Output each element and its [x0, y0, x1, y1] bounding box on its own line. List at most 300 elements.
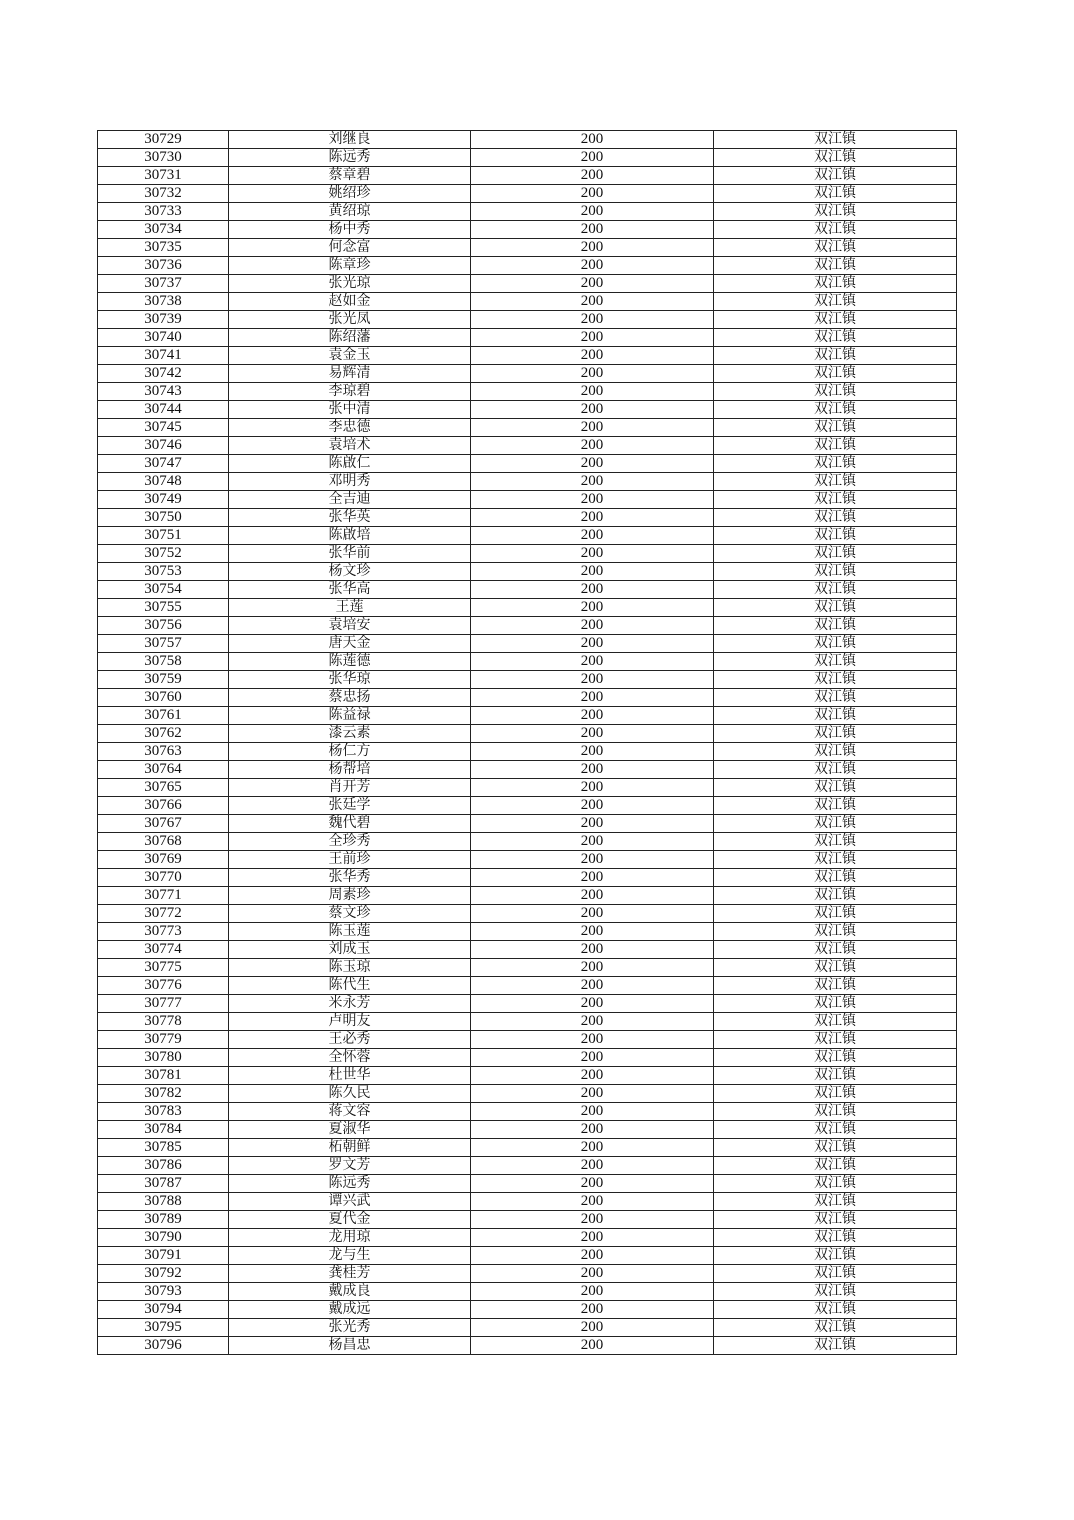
table-row — [98, 581, 957, 599]
table-row — [98, 1049, 957, 1067]
cell-name: 张光琼 — [229, 275, 471, 293]
cell-amount: 200 — [471, 1013, 714, 1031]
table-row — [98, 437, 957, 455]
cell-id: 30784 — [98, 1121, 229, 1139]
table-row — [98, 851, 957, 869]
cell-amount: 200 — [471, 527, 714, 545]
table-row — [98, 383, 957, 401]
cell-town: 双江镇 — [714, 203, 957, 221]
cell-name: 卢明友 — [229, 1013, 471, 1031]
cell-id: 30768 — [98, 833, 229, 851]
cell-name: 蒋文容 — [229, 1103, 471, 1121]
cell-id: 30735 — [98, 239, 229, 257]
table-row — [98, 779, 957, 797]
table-row — [98, 563, 957, 581]
cell-amount: 200 — [471, 1247, 714, 1265]
cell-id: 30738 — [98, 293, 229, 311]
table-row — [98, 959, 957, 977]
table-row — [98, 977, 957, 995]
cell-name: 刘继良 — [229, 131, 471, 149]
table-row — [98, 509, 957, 527]
cell-amount: 200 — [471, 779, 714, 797]
cell-amount: 200 — [471, 311, 714, 329]
cell-name: 龙与生 — [229, 1247, 471, 1265]
cell-town: 双江镇 — [714, 1301, 957, 1319]
cell-id: 30753 — [98, 563, 229, 581]
table-row — [98, 1283, 957, 1301]
cell-amount: 200 — [471, 419, 714, 437]
cell-id: 30762 — [98, 725, 229, 743]
cell-name: 张华英 — [229, 509, 471, 527]
table-row — [98, 221, 957, 239]
cell-town: 双江镇 — [714, 185, 957, 203]
cell-name: 张廷学 — [229, 797, 471, 815]
cell-town: 双江镇 — [714, 671, 957, 689]
table-row — [98, 239, 957, 257]
cell-town: 双江镇 — [714, 491, 957, 509]
cell-id: 30732 — [98, 185, 229, 203]
cell-amount: 200 — [471, 599, 714, 617]
table-row — [98, 1103, 957, 1121]
table-row — [98, 419, 957, 437]
cell-id: 30739 — [98, 311, 229, 329]
cell-amount: 200 — [471, 293, 714, 311]
cell-name: 黄绍琼 — [229, 203, 471, 221]
cell-id: 30780 — [98, 1049, 229, 1067]
cell-name: 唐天金 — [229, 635, 471, 653]
cell-amount: 200 — [471, 167, 714, 185]
cell-id: 30789 — [98, 1211, 229, 1229]
cell-amount: 200 — [471, 653, 714, 671]
table-row — [98, 491, 957, 509]
cell-name: 邓明秀 — [229, 473, 471, 491]
cell-id: 30741 — [98, 347, 229, 365]
table-row — [98, 185, 957, 203]
cell-amount: 200 — [471, 905, 714, 923]
cell-name: 陈绍藩 — [229, 329, 471, 347]
cell-town: 双江镇 — [714, 1337, 957, 1355]
cell-town: 双江镇 — [714, 473, 957, 491]
roster-table — [97, 130, 957, 1355]
cell-town: 双江镇 — [714, 1085, 957, 1103]
cell-name: 杨帮培 — [229, 761, 471, 779]
cell-town: 双江镇 — [714, 293, 957, 311]
cell-name: 赵如金 — [229, 293, 471, 311]
table-row — [98, 887, 957, 905]
cell-name: 谭兴武 — [229, 1193, 471, 1211]
cell-amount: 200 — [471, 761, 714, 779]
table-row — [98, 347, 957, 365]
table-row — [98, 401, 957, 419]
cell-town: 双江镇 — [714, 689, 957, 707]
cell-name: 陈益禄 — [229, 707, 471, 725]
cell-amount: 200 — [471, 1211, 714, 1229]
cell-id: 30770 — [98, 869, 229, 887]
cell-id: 30779 — [98, 1031, 229, 1049]
cell-amount: 200 — [471, 923, 714, 941]
cell-id: 30796 — [98, 1337, 229, 1355]
cell-town: 双江镇 — [714, 1031, 957, 1049]
cell-id: 30786 — [98, 1157, 229, 1175]
cell-town: 双江镇 — [714, 725, 957, 743]
cell-town: 双江镇 — [714, 905, 957, 923]
cell-town: 双江镇 — [714, 1211, 957, 1229]
cell-name: 龙用琼 — [229, 1229, 471, 1247]
table-row — [98, 545, 957, 563]
table-row — [98, 833, 957, 851]
table-row — [98, 473, 957, 491]
cell-name: 蔡文珍 — [229, 905, 471, 923]
table-row — [98, 1211, 957, 1229]
cell-id: 30774 — [98, 941, 229, 959]
cell-amount: 200 — [471, 257, 714, 275]
cell-name: 陈啟仁 — [229, 455, 471, 473]
cell-id: 30744 — [98, 401, 229, 419]
table-row — [98, 455, 957, 473]
cell-name: 戴成良 — [229, 1283, 471, 1301]
cell-name: 杜世华 — [229, 1067, 471, 1085]
cell-town: 双江镇 — [714, 617, 957, 635]
cell-amount: 200 — [471, 1157, 714, 1175]
cell-amount: 200 — [471, 149, 714, 167]
cell-town: 双江镇 — [714, 329, 957, 347]
cell-town: 双江镇 — [714, 1049, 957, 1067]
cell-id: 30756 — [98, 617, 229, 635]
cell-town: 双江镇 — [714, 635, 957, 653]
table-row — [98, 275, 957, 293]
cell-id: 30733 — [98, 203, 229, 221]
cell-amount: 200 — [471, 455, 714, 473]
cell-town: 双江镇 — [714, 563, 957, 581]
cell-name: 袁金玉 — [229, 347, 471, 365]
cell-id: 30761 — [98, 707, 229, 725]
cell-id: 30766 — [98, 797, 229, 815]
cell-amount: 200 — [471, 383, 714, 401]
cell-town: 双江镇 — [714, 1265, 957, 1283]
cell-name: 张光秀 — [229, 1319, 471, 1337]
table-row — [98, 1301, 957, 1319]
table-row — [98, 1031, 957, 1049]
cell-amount: 200 — [471, 1301, 714, 1319]
table-row — [98, 869, 957, 887]
cell-id: 30743 — [98, 383, 229, 401]
cell-amount: 200 — [471, 887, 714, 905]
cell-town: 双江镇 — [714, 797, 957, 815]
cell-amount: 200 — [471, 1193, 714, 1211]
cell-town: 双江镇 — [714, 599, 957, 617]
cell-id: 30767 — [98, 815, 229, 833]
cell-amount: 200 — [471, 275, 714, 293]
cell-id: 30793 — [98, 1283, 229, 1301]
cell-name: 全怀蓉 — [229, 1049, 471, 1067]
cell-name: 魏代碧 — [229, 815, 471, 833]
cell-name: 陈莲德 — [229, 653, 471, 671]
cell-town: 双江镇 — [714, 941, 957, 959]
table-row — [98, 329, 957, 347]
cell-amount: 200 — [471, 941, 714, 959]
cell-id: 30730 — [98, 149, 229, 167]
cell-name: 张光凤 — [229, 311, 471, 329]
cell-town: 双江镇 — [714, 1067, 957, 1085]
table-row — [98, 365, 957, 383]
cell-id: 30771 — [98, 887, 229, 905]
cell-town: 双江镇 — [714, 1013, 957, 1031]
cell-name: 陈玉琼 — [229, 959, 471, 977]
cell-town: 双江镇 — [714, 923, 957, 941]
cell-town: 双江镇 — [714, 815, 957, 833]
cell-town: 双江镇 — [714, 509, 957, 527]
cell-id: 30772 — [98, 905, 229, 923]
cell-name: 李忠德 — [229, 419, 471, 437]
cell-amount: 200 — [471, 1283, 714, 1301]
cell-amount: 200 — [471, 1103, 714, 1121]
cell-amount: 200 — [471, 1139, 714, 1157]
cell-amount: 200 — [471, 581, 714, 599]
table-row — [98, 1265, 957, 1283]
cell-name: 李琼碧 — [229, 383, 471, 401]
cell-town: 双江镇 — [714, 779, 957, 797]
cell-amount: 200 — [471, 221, 714, 239]
cell-id: 30790 — [98, 1229, 229, 1247]
cell-id: 30773 — [98, 923, 229, 941]
cell-id: 30783 — [98, 1103, 229, 1121]
cell-name: 张华琼 — [229, 671, 471, 689]
cell-amount: 200 — [471, 1229, 714, 1247]
cell-name: 米永芳 — [229, 995, 471, 1013]
table-row — [98, 1067, 957, 1085]
cell-town: 双江镇 — [714, 437, 957, 455]
cell-name: 杨昌忠 — [229, 1337, 471, 1355]
cell-amount: 200 — [471, 347, 714, 365]
cell-town: 双江镇 — [714, 1121, 957, 1139]
cell-town: 双江镇 — [714, 1247, 957, 1265]
cell-name: 陈远秀 — [229, 149, 471, 167]
cell-amount: 200 — [471, 959, 714, 977]
cell-id: 30755 — [98, 599, 229, 617]
cell-town: 双江镇 — [714, 1157, 957, 1175]
table-row — [98, 203, 957, 221]
cell-amount: 200 — [471, 509, 714, 527]
cell-amount: 200 — [471, 1337, 714, 1355]
cell-id: 30729 — [98, 131, 229, 149]
cell-amount: 200 — [471, 833, 714, 851]
cell-amount: 200 — [471, 545, 714, 563]
cell-id: 30736 — [98, 257, 229, 275]
cell-town: 双江镇 — [714, 1103, 957, 1121]
cell-id: 30794 — [98, 1301, 229, 1319]
cell-name: 陈久民 — [229, 1085, 471, 1103]
cell-id: 30782 — [98, 1085, 229, 1103]
cell-town: 双江镇 — [714, 1229, 957, 1247]
cell-amount: 200 — [471, 491, 714, 509]
cell-name: 龚桂芳 — [229, 1265, 471, 1283]
cell-name: 陈章珍 — [229, 257, 471, 275]
table-row — [98, 671, 957, 689]
table-row — [98, 131, 957, 149]
cell-id: 30792 — [98, 1265, 229, 1283]
cell-name: 袁培术 — [229, 437, 471, 455]
cell-id: 30776 — [98, 977, 229, 995]
cell-amount: 200 — [471, 1049, 714, 1067]
cell-id: 30769 — [98, 851, 229, 869]
cell-amount: 200 — [471, 689, 714, 707]
table-row — [98, 707, 957, 725]
cell-id: 30734 — [98, 221, 229, 239]
cell-name: 王必秀 — [229, 1031, 471, 1049]
cell-id: 30764 — [98, 761, 229, 779]
cell-name: 杨仁方 — [229, 743, 471, 761]
cell-name: 肖开芳 — [229, 779, 471, 797]
cell-town: 双江镇 — [714, 221, 957, 239]
cell-amount: 200 — [471, 977, 714, 995]
table-row — [98, 1229, 957, 1247]
cell-amount: 200 — [471, 239, 714, 257]
cell-town: 双江镇 — [714, 761, 957, 779]
cell-id: 30752 — [98, 545, 229, 563]
table-row — [98, 1247, 957, 1265]
cell-id: 30787 — [98, 1175, 229, 1193]
table-row — [98, 761, 957, 779]
cell-town: 双江镇 — [714, 419, 957, 437]
cell-name: 杨中秀 — [229, 221, 471, 239]
cell-amount: 200 — [471, 1085, 714, 1103]
table-row — [98, 725, 957, 743]
cell-amount: 200 — [471, 869, 714, 887]
table-row — [98, 599, 957, 617]
cell-amount: 200 — [471, 995, 714, 1013]
cell-name: 陈玉莲 — [229, 923, 471, 941]
table-row — [98, 311, 957, 329]
cell-town: 双江镇 — [714, 1319, 957, 1337]
cell-id: 30758 — [98, 653, 229, 671]
cell-town: 双江镇 — [714, 347, 957, 365]
cell-name: 杨文珍 — [229, 563, 471, 581]
cell-name: 全珍秀 — [229, 833, 471, 851]
cell-id: 30742 — [98, 365, 229, 383]
cell-amount: 200 — [471, 437, 714, 455]
cell-id: 30749 — [98, 491, 229, 509]
cell-name: 张华秀 — [229, 869, 471, 887]
cell-name: 陈远秀 — [229, 1175, 471, 1193]
cell-id: 30737 — [98, 275, 229, 293]
table-row — [98, 905, 957, 923]
cell-id: 30740 — [98, 329, 229, 347]
table-row — [98, 1139, 957, 1157]
cell-name: 周素珍 — [229, 887, 471, 905]
cell-town: 双江镇 — [714, 239, 957, 257]
table-row — [98, 617, 957, 635]
cell-id: 30751 — [98, 527, 229, 545]
cell-town: 双江镇 — [714, 833, 957, 851]
cell-id: 30746 — [98, 437, 229, 455]
cell-amount: 200 — [471, 707, 714, 725]
table-row — [98, 941, 957, 959]
cell-town: 双江镇 — [714, 455, 957, 473]
cell-id: 30747 — [98, 455, 229, 473]
cell-town: 双江镇 — [714, 527, 957, 545]
cell-name: 夏淑华 — [229, 1121, 471, 1139]
cell-name: 何念富 — [229, 239, 471, 257]
cell-town: 双江镇 — [714, 959, 957, 977]
cell-id: 30748 — [98, 473, 229, 491]
cell-id: 30781 — [98, 1067, 229, 1085]
cell-amount: 200 — [471, 203, 714, 221]
table-row — [98, 1013, 957, 1031]
table-row — [98, 743, 957, 761]
table-row — [98, 923, 957, 941]
cell-name: 陈代生 — [229, 977, 471, 995]
cell-name: 罗文芳 — [229, 1157, 471, 1175]
cell-amount: 200 — [471, 1175, 714, 1193]
table-row — [98, 149, 957, 167]
table-row — [98, 293, 957, 311]
table-row — [98, 653, 957, 671]
table-row — [98, 167, 957, 185]
cell-town: 双江镇 — [714, 743, 957, 761]
cell-town: 双江镇 — [714, 707, 957, 725]
cell-town: 双江镇 — [714, 653, 957, 671]
cell-town: 双江镇 — [714, 167, 957, 185]
cell-town: 双江镇 — [714, 581, 957, 599]
table-row — [98, 1157, 957, 1175]
cell-id: 30757 — [98, 635, 229, 653]
cell-amount: 200 — [471, 473, 714, 491]
cell-town: 双江镇 — [714, 977, 957, 995]
cell-id: 30763 — [98, 743, 229, 761]
cell-name: 刘成玉 — [229, 941, 471, 959]
cell-amount: 200 — [471, 329, 714, 347]
cell-town: 双江镇 — [714, 1175, 957, 1193]
cell-name: 陈啟培 — [229, 527, 471, 545]
cell-town: 双江镇 — [714, 1283, 957, 1301]
cell-name: 戴成远 — [229, 1301, 471, 1319]
cell-amount: 200 — [471, 725, 714, 743]
cell-town: 双江镇 — [714, 149, 957, 167]
cell-id: 30795 — [98, 1319, 229, 1337]
cell-amount: 200 — [471, 797, 714, 815]
cell-id: 30731 — [98, 167, 229, 185]
cell-amount: 200 — [471, 1319, 714, 1337]
cell-id: 30760 — [98, 689, 229, 707]
cell-id: 30791 — [98, 1247, 229, 1265]
cell-town: 双江镇 — [714, 383, 957, 401]
cell-name: 姚绍珍 — [229, 185, 471, 203]
cell-name: 张中清 — [229, 401, 471, 419]
table-row — [98, 257, 957, 275]
cell-amount: 200 — [471, 617, 714, 635]
cell-amount: 200 — [471, 563, 714, 581]
cell-amount: 200 — [471, 185, 714, 203]
cell-id: 30754 — [98, 581, 229, 599]
cell-id: 30785 — [98, 1139, 229, 1157]
cell-amount: 200 — [471, 743, 714, 761]
cell-name: 王莲 — [229, 599, 471, 617]
cell-town: 双江镇 — [714, 275, 957, 293]
cell-amount: 200 — [471, 1031, 714, 1049]
cell-amount: 200 — [471, 671, 714, 689]
table-row — [98, 1337, 957, 1355]
cell-id: 30777 — [98, 995, 229, 1013]
cell-name: 易辉清 — [229, 365, 471, 383]
cell-name: 袁培安 — [229, 617, 471, 635]
table-row — [98, 689, 957, 707]
cell-town: 双江镇 — [714, 995, 957, 1013]
cell-name: 王前珍 — [229, 851, 471, 869]
cell-id: 30745 — [98, 419, 229, 437]
cell-name: 夏代金 — [229, 1211, 471, 1229]
cell-name: 全吉迪 — [229, 491, 471, 509]
cell-town: 双江镇 — [714, 131, 957, 149]
